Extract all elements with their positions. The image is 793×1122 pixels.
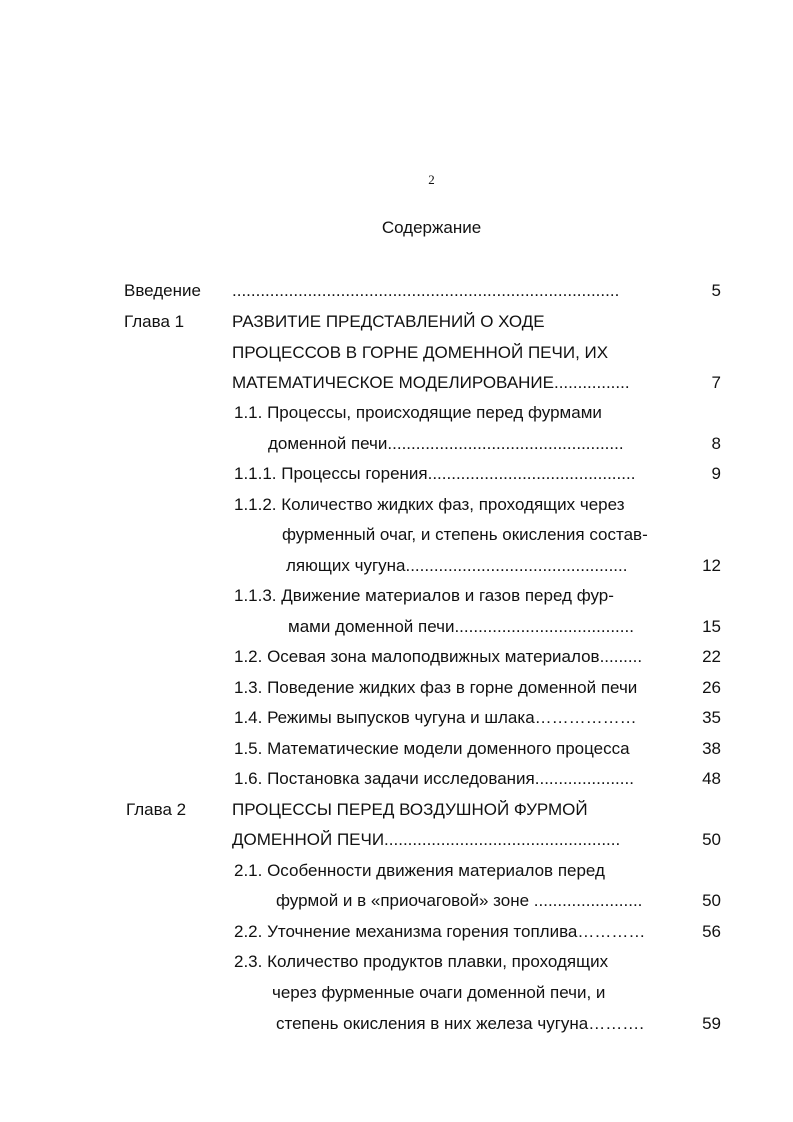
- intro-page: 5: [711, 281, 721, 300]
- section-1-1-3-line-1: 1.1.3. Движение материалов и газов перед фур-: [234, 586, 614, 605]
- section-2-1-page: 50: [702, 891, 721, 910]
- section-2-1-line-1: 2.1. Особенности движения материалов перед: [234, 861, 605, 880]
- section-1-1-3-page: 15: [702, 617, 721, 636]
- section-1-1-3-line-2: мами доменной печи......................................: [288, 617, 634, 636]
- section-1-4-page: 35: [702, 708, 721, 727]
- chapter-1-title-line-2: ПРОЦЕССОВ В ГОРНЕ ДОМЕННОЙ ПЕЧИ, ИХ: [232, 343, 609, 362]
- section-1-2-line-1: 1.2. Осевая зона малоподвижных материалов.........: [234, 647, 643, 666]
- chapter-2-title-line-1: ПРОЦЕССЫ ПЕРЕД ВОЗДУШНОЙ ФУРМОЙ: [232, 800, 588, 819]
- chapter-2-title-line-2: ДОМЕННОЙ ПЕЧИ..................................................: [232, 830, 621, 849]
- section-1-1-page: 8: [711, 434, 721, 453]
- section-1-1-1-page: 9: [711, 464, 721, 483]
- section-1-1-2-line-3: ляющих чугуна...............................................: [286, 556, 628, 575]
- section-1-4-line-1: 1.4. Режимы выпусков чугуна и шлака………………: [234, 708, 637, 727]
- intro-leader: ..................................................................................: [232, 281, 620, 300]
- section-1-1-2-line-1: 1.1.2. Количество жидких фаз, проходящих через: [234, 495, 625, 514]
- section-2-3-line-2: через фурменные очаги доменной печи, и: [272, 983, 606, 1002]
- section-1-1-line-2: доменной печи..................................................: [268, 434, 624, 453]
- chapter-1-label: Глава 1: [124, 312, 185, 331]
- section-1-6-line-1: 1.6. Постановка задачи исследования.....................: [234, 769, 634, 788]
- section-2-3-line-3: степень окисления в них железа чугуна……….: [276, 1014, 644, 1033]
- chapter-2-label: Глава 2: [126, 800, 187, 819]
- section-1-2-page: 22: [702, 647, 721, 666]
- section-1-3-line-1: 1.3. Поведение жидких фаз в горне доменной печи: [234, 678, 638, 697]
- page-title: Содержание: [381, 218, 482, 237]
- chapter-1-title-line-1: РАЗВИТИЕ ПРЕДСТАВЛЕНИЙ О ХОДЕ: [232, 312, 545, 331]
- section-1-1-2-line-2: фурменный очаг, и степень окисления состав-: [282, 525, 648, 544]
- chapter-1-page: 7: [711, 373, 721, 392]
- section-1-1-2-page: 12: [702, 556, 721, 575]
- section-1-5-line-1: 1.5. Математические модели доменного процесса: [234, 739, 630, 758]
- section-2-3-line-1: 2.3. Количество продуктов плавки, проходящих: [234, 952, 609, 971]
- section-1-1-line-1: 1.1. Процессы, происходящие перед фурмами: [234, 403, 602, 422]
- section-2-2-line-1: 2.2. Уточнение механизма горения топлива…………: [234, 922, 646, 941]
- intro-label: Введение: [124, 281, 201, 300]
- section-2-3-page: 59: [702, 1014, 721, 1033]
- chapter-1-title-line-3: МАТЕМАТИЧЕСКОЕ МОДЕЛИРОВАНИЕ................: [232, 373, 630, 392]
- page-number: 2: [428, 172, 435, 187]
- section-1-6-page: 48: [702, 769, 721, 788]
- section-2-1-line-2: фурмой и в «приочаговой» зоне .......................: [276, 891, 643, 910]
- section-1-3-page: 26: [702, 678, 721, 697]
- section-1-5-page: 38: [702, 739, 721, 758]
- chapter-2-page: 50: [702, 830, 721, 849]
- section-1-1-1-line-1: 1.1.1. Процессы горения............................................: [234, 464, 636, 483]
- section-2-2-page: 56: [702, 922, 721, 941]
